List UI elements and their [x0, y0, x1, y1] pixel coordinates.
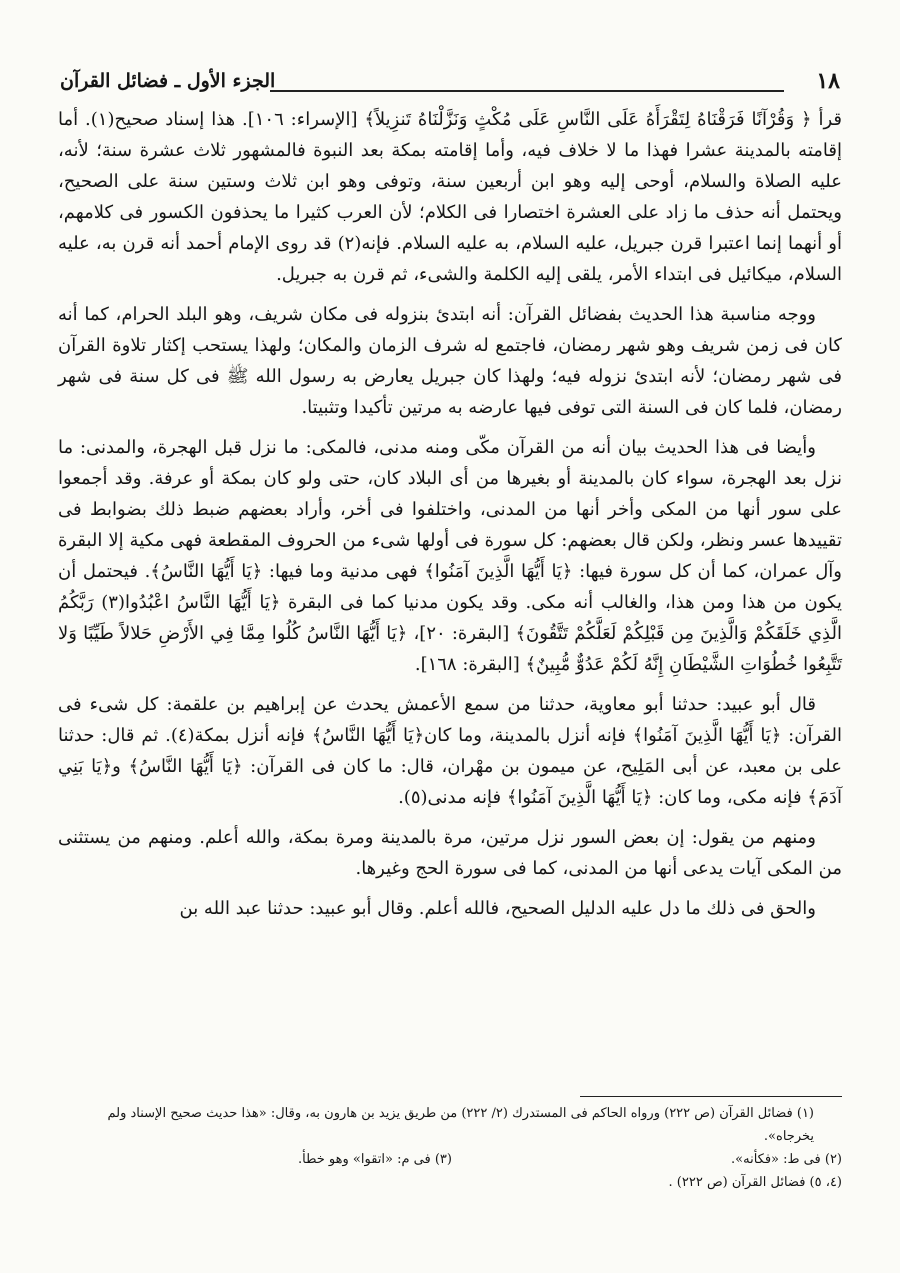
- footnote-row: [58, 1148, 842, 1171]
- paragraph: ومنهم من يقول: إن بعض السور نزل مرتين، مرة بالمدينة ومرة بمكة، والله أعلم. ومنهم من يستثنى من المكى آيات يدعى أنها من المدنى، كما فى سورة الحج وغيرها.: [58, 827, 842, 879]
- page-number: ١٨: [816, 68, 840, 94]
- footnote-3: (٣) فى م: «اتقوا» وهو خطأ.: [298, 1152, 452, 1167]
- footnote-1: (١) فضائل القرآن (ص ٢٢٢) ورواه الحاكم فى المستدرك (٢/ ٢٢٢) من طريق يزيد بن هارون به، وقال: «هذا حديث صحيح الإسناد ولم يخرجاه».: [107, 1106, 814, 1144]
- footnotes: [58, 1102, 842, 1194]
- running-title: الجزء الأول ـ فضائل القرآن: [60, 70, 276, 92]
- paragraph: قال أبو عبيد: حدثنا أبو معاوية، حدثنا من سمع الأعمش يحدث عن إبراهيم بن علقمة: كل شىء فى القرآن: ﴿يَا أَيُّهَا الَّذِينَ آمَنُوا﴾ فإنه أنزل بالمدينة، وما كان﴿يَا أَيُّهَا النَّاسُ﴾ فإنه أنزل بمكة(٤). ثم قال: حدثنا على بن معبد، عن أبى المَلِيح، عن ميمون بن مهْران، قال: ما كان فى القرآن: ﴿يَا أَيُّهَا النَّاسُ﴾ و﴿يَا بَنِي آدَمَ﴾ فإنه مكى، وما كان: ﴿يَا أَيُّهَا الَّذِينَ آمَنُوا﴾ فإنه مدنى(٥).: [58, 694, 842, 808]
- footnote-2: (٢) فى ط: «فكأنه».: [731, 1152, 842, 1167]
- page-header: [60, 68, 840, 100]
- footnote-4-5: (٤، ٥) فضائل القرآن (ص ٢٢٢) .: [668, 1175, 842, 1190]
- body-text: [58, 104, 842, 933]
- paragraph: ووجه مناسبة هذا الحديث بفضائل القرآن: أنه ابتدئ بنزوله فى مكان شريف، وهو البلد الحرام، كما أنه كان فى زمن شريف وهو شهر رمضان، فاجتمع له شرف الزمان والمكان؛ ولهذا يستحب إكثار تلاوة القرآن فى شهر رمضان؛ لأنه ابتدئ نزوله فيه؛ ولهذا كان جبريل يعارض به رسول الله ﷺ فى كل سنة فى شهر رمضان، فلما كان فى السنة التى توفى فيها عارضه به مرتين تأكيدا وتثبيتا.: [58, 304, 842, 418]
- paragraph: قرأ ﴿ وَقُرْآنًا فَرَقْنَاهُ لِتَقْرَأَهُ عَلَى النَّاسِ عَلَى مُكْثٍ وَنَزَّلْنَاهُ تَنزِيلاً﴾ [الإسراء: ١٠٦]. هذا إسناد صحيح(١). أما إقامته بالمدينة عشرا فهذا ما لا خلاف فيه، وأما إقامته بمكة بعد النبوة فالمشهور ثلاث عشرة سنة؛ لأنه، عليه الصلاة والسلام، أوحى إليه وهو ابن أربعين سنة، وتوفى وهو ابن ثلاث وستين سنة على الصحيح، ويحتمل أنه حذف ما زاد على العشرة اختصارا فى الكلام؛ لأن العرب كثيرا ما يحذفون الكسور فى كلامهم، أو أنهما إنما اعتبرا قرن جبريل، عليه السلام، به عليه السلام. فإنه(٢) قد روى الإمام أحمد أنه قرن به، عليه السلام، ميكائيل فى ابتداء الأمر، يلقى إليه الكلمة والشىء، ثم قرن به جبريل.: [58, 109, 843, 285]
- header-rule: [270, 90, 784, 92]
- paragraph: وأيضا فى هذا الحديث بيان أنه من القرآن مكّى ومنه مدنى، فالمكى: ما نزل قبل الهجرة، والمدنى: ما نزل بعد الهجرة، سواء كان بالمدينة أو بغيرها من أى البلاد كان، حتى ولو كان بمكة أو عرفة. وقد أجمعوا على سور أنها من المكى وأخر أنها من المدنى، واختلفوا فى أخر، وأراد بعضهم ضبط ذلك بضوابط فى تقييدها عسر ونظر، ولكن قال بعضهم: كل سورة فى أولها شىء من الحروف المقطعة فهى مكية إلا البقرة وآل عمران، كما أن كل سورة فيها: ﴿يَا أَيُّهَا الَّذِينَ آمَنُوا﴾ فهى مدنية وما فيها: ﴿يَا أَيُّهَا النَّاسُ﴾. فيحتمل أن يكون من هذا ومن هذا، والغالب أنه مكى. وقد يكون مدنيا كما فى البقرة ﴿يَا أَيُّهَا النَّاسُ اعْبُدُوا(٣) رَبَّكُمُ الَّذِي خَلَقَكُمْ وَالَّذِينَ مِن قَبْلِكُمْ لَعَلَّكُمْ تَتَّقُونَ﴾ [البقرة: ٢٠]، ﴿يَا أَيُّهَا النَّاسُ كُلُوا مِمَّا فِي الأَرْضِ حَلالاً طَيِّبًا وَلا تَتَّبِعُوا خُطُوَاتِ الشَّيْطَانِ إِنَّهُ لَكُمْ عَدُوٌّ مُّبِينٌ﴾ [البقرة: ١٦٨].: [58, 437, 842, 675]
- paragraph: والحق فى ذلك ما دل عليه الدليل الصحيح، فالله أعلم. وقال أبو عبيد: حدثنا عبد الله بن: [179, 898, 816, 919]
- footnote-separator: [580, 1096, 842, 1097]
